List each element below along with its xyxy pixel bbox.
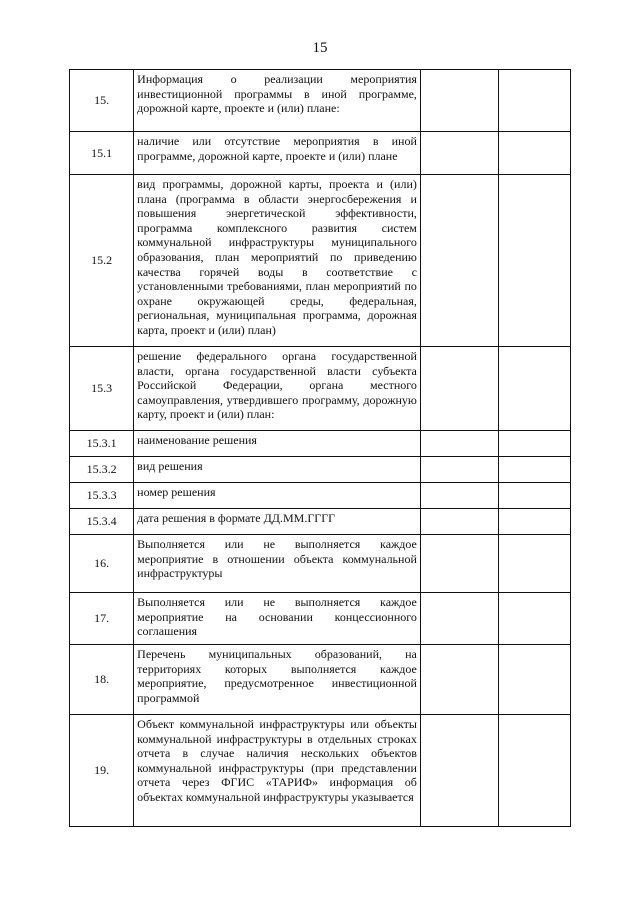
table-row [70,645,571,715]
row-number: 15.3.1 [70,431,134,457]
row-number: 15.3 [70,347,134,431]
value-cell [420,347,498,431]
row-number: 15.1 [70,132,134,175]
table-row [70,715,571,827]
value-cell [498,431,570,457]
row-description: Объект коммунальной инфраструктуры или объекты коммунальной инфраструктуры в отдельных строках отчета в случае наличия нескольких объектов коммунальной инфраструктуры (при представлении отчета через ФГИС «ТАРИФ» информация об объектах коммунальной инфраструктуры указывается [137,717,417,804]
row-number: 15.3.2 [70,457,134,483]
row-number: 18. [70,645,134,715]
row-number: 15.2 [70,175,134,347]
row-number: 17. [70,593,134,645]
row-number: 16. [70,535,134,593]
row-description: вид программы, дорожной карты, проекта и (или) плана (программа в области энергосбережения и повышения энергетической эффективности, программа комплексного развития систем коммунальной инфраструктуры муниципального образования, план мероприятий по приведению качества горячей воды в соответствие с установленными требованиями, план мероприятий по охране окружающей среды, федеральная, региональная, муниципальная программа, дорожная карта, проект и (или) план) [137,177,417,337]
page-number: 15 [312,40,328,56]
row-description: наименование решения [137,433,257,447]
row-description: номер решения [137,485,216,499]
table-row [70,457,571,483]
table-row [70,509,571,535]
value-cell [420,457,498,483]
value-cell [420,70,498,132]
value-cell [420,535,498,593]
value-cell [498,535,570,593]
value-cell [498,645,570,715]
row-description: дата решения в формате ДД.ММ.ГГГГ [137,511,336,525]
table-row [70,593,571,645]
value-cell [498,457,570,483]
value-cell [420,431,498,457]
table-row [70,483,571,509]
table-row [70,535,571,593]
value-cell [498,70,570,132]
row-description: Перечень муниципальных образований, на территориях которых выполняется каждое мероприятие, предусмотренное инвестиционной программой [137,647,417,705]
report-fields-table [69,69,571,827]
table-row [70,132,571,175]
value-cell [420,645,498,715]
table-row [70,347,571,431]
value-cell [498,175,570,347]
row-number: 19. [70,715,134,827]
row-number: 15.3.3 [70,483,134,509]
value-cell [420,715,498,827]
table-row [70,70,571,132]
value-cell [498,593,570,645]
table-row [70,175,571,347]
row-description: решение федерального органа государственной власти, органа государственной власти субъекта Российской Федерации, органа местного самоуправления, утвердившего программу, дорожную карту, проект и (или) план: [137,349,417,422]
table-row [70,431,571,457]
row-description: Информация о реализации мероприятия инвестиционной программы в иной программе, дорожной карте, проекте и (или) плане: [137,72,417,116]
value-cell [420,132,498,175]
value-cell [420,483,498,509]
value-cell [420,509,498,535]
value-cell [498,347,570,431]
value-cell [498,483,570,509]
value-cell [498,509,570,535]
row-description: Выполняется или не выполняется каждое мероприятие на основании концессионного соглашения [137,595,417,639]
value-cell [420,175,498,347]
row-number: 15.3.4 [70,509,134,535]
value-cell [420,593,498,645]
row-number: 15. [70,70,134,132]
row-description: вид решения [137,459,203,473]
value-cell [498,132,570,175]
row-description: наличие или отсутствие мероприятия в иной программе, дорожной карте, проекте и (или) плане [137,134,417,163]
value-cell [498,715,570,827]
row-description: Выполняется или не выполняется каждое мероприятие в отношении объекта коммунальной инфраструктуры [137,537,417,581]
